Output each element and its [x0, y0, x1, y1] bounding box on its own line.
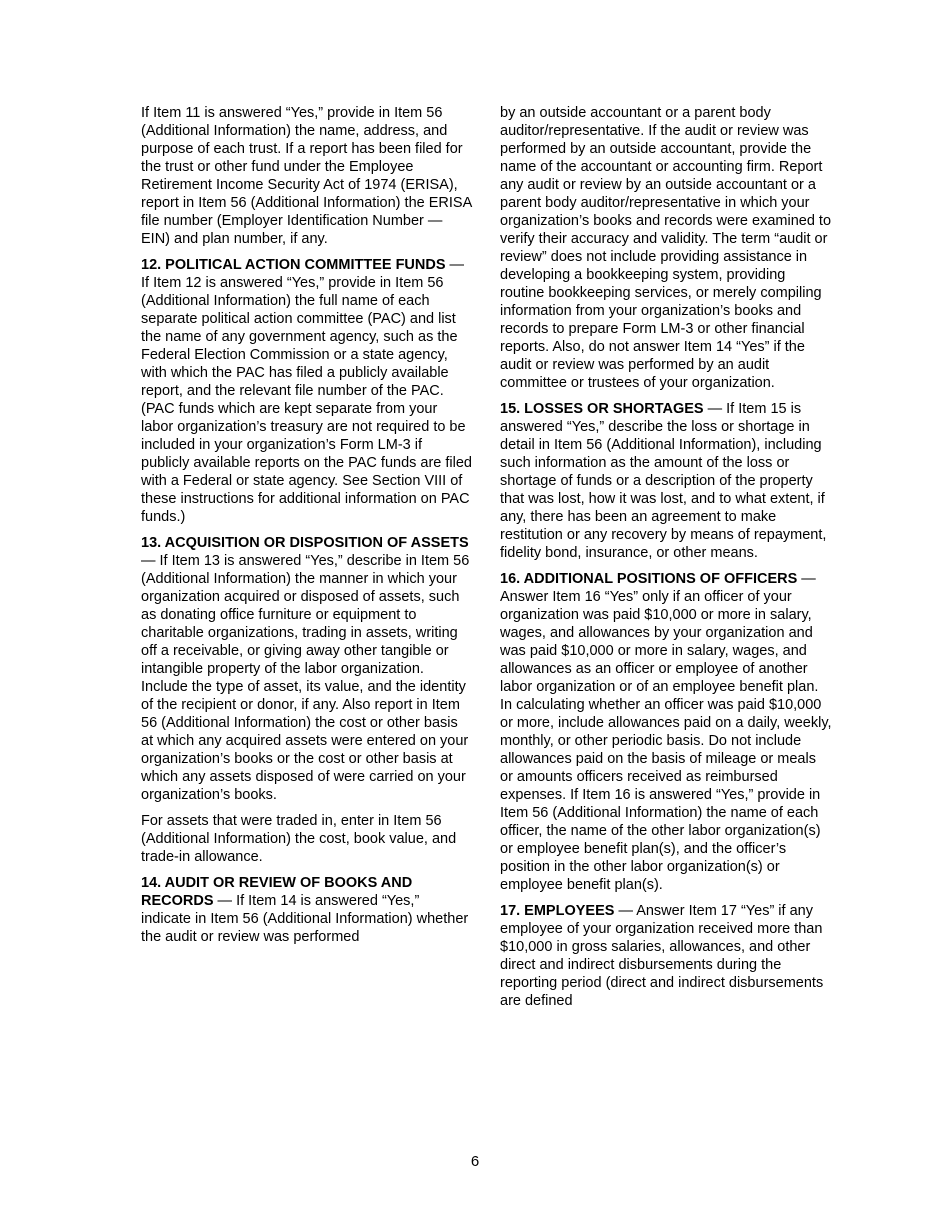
item16-paragraph: [500, 570, 832, 894]
item15-heading: 15. LOSSES OR SHORTAGES: [500, 401, 704, 417]
item12-heading: 12. POLITICAL ACTION COMMITTEE FUNDS: [141, 257, 446, 273]
item17-heading: 17. EMPLOYEES: [500, 903, 615, 919]
item14-heading: 14. AUDIT OR REVIEW OF BOOKS AND RECORDS: [141, 875, 413, 909]
item11-continuation: If Item 11 is answered “Yes,” provide in Item 56 (Additional Information) the name, address, and purpose of each trust. If a report has been filed for the trust or other fund under the Employee Retirement Income Security Act of 1974 (ERISA), report in Item 56 (Additional Information) the ERISA file number (Employer Identification Number — EIN) and plan number, if any.: [141, 105, 472, 247]
item13-heading: 13. ACQUISITION OR DISPOSITION OF ASSETS: [141, 535, 469, 551]
item12-paragraph: [141, 256, 473, 526]
item13-body: — If Item 13 is answered “Yes,” describe in Item 56 (Additional Information) the manner in which your organization acquired or disposed of assets, such as donating office furniture or equipment to charitable organizations, trading in assets, writing off a receivable, or giving away other tangible or intangible property of the labor organization. Include the type of asset, its value, and the identity of the recipient or donor, if any. Also report in Item 56 (Additional Information) the cost or other basis at which any acquired assets were entered on your organization’s books or the cost or other basis at which any assets disposed of were carried on your organization’s books.: [141, 553, 470, 803]
item13-paragraph: [141, 534, 473, 804]
item15-paragraph: [500, 400, 832, 562]
item16-body: — Answer Item 16 “Yes” only if an officer of your organization was paid $10,000 or more in salary, wages, and allowances by your organization and was paid $10,000 or more in salary, wages, and allowances as an officer or employee of another labor organization or of an employee benefit plan. In calculating whether an officer was paid $10,000 or more, include allowances paid on a daily, weekly, monthly, or other periodic basis. Do not include allowances paid on the basis of mileage or meals or amounts officers received as reimbursed expenses. If Item 16 is answered “Yes,” provide in Item 56 (Additional Information) the name of each officer, the name of the other labor organization(s) or employee benefit plan(s), and the officer’s position in the other labor organization(s) or employee benefit plan(s).: [500, 571, 832, 893]
item14-body: — If Item 14 is answered “Yes,” indicate in Item 56 (Additional Information) whether the audit or review was performed: [141, 893, 469, 945]
item12-body: — If Item 12 is answered “Yes,” provide in Item 56 (Additional Information) the full name of each separate political action committee (PAC) and list the name of any government agency, such as the Federal Election Commission or a state agency, with which the PAC has filed a publicly available report, and the relevant file number of the PAC. (PAC funds which are kept separate from your labor organization’s treasury are not required to be included in your organization’s Form LM-3 if publicly available reports on the PAC funds are filed with a Federal or state agency. See Section VIII of these instructions for additional information on PAC funds.): [141, 257, 473, 525]
item14-paragraph: [141, 874, 473, 946]
item13-extra-paragraph: For assets that were traded in, enter in Item 56 (Additional Information) the cost, book value, and trade-in allowance.: [141, 813, 457, 865]
item17-paragraph: [500, 902, 832, 1010]
item15-body: — If Item 15 is answered “Yes,” describe the loss or shortage in detail in Item 56 (Additional Information), including such information as the amount of the loss or shortage of funds or a description of the property that was lost, how it was lost, and to what extent, if any, there has been an agreement to make restitution or any recovery by means of repayment, fidelity bond, insurance, or other means.: [500, 401, 827, 561]
left-column: [141, 104, 473, 954]
item16-heading: 16. ADDITIONAL POSITIONS OF OFFICERS: [500, 571, 798, 587]
page-number: 6: [470, 1153, 480, 1170]
item17-body: — Answer Item 17 “Yes” if any employee of your organization received more than $10,000 in gross salaries, allowances, and other direct and indirect disbursements during the reporting period (direct and indirect disbursements are defined: [500, 903, 824, 1009]
item14-continuation: by an outside accountant or a parent body auditor/representative. If the audit or review was performed by an outside accountant, provide the name of the accountant or accounting firm. Report any audit or review by an outside accountant or a parent body auditor/representative in which your organization’s books and records were examined to verify their accuracy and validity. The term “audit or review” does not include providing assistance in developing a bookkeeping system, providing routine bookkeeping services, or merely compiling information from your organization’s books and records to prepare Form LM-3 or other financial reports. Also, do not answer Item 14 “Yes” if the audit or review was performed by an audit committee or trustees of your organization.: [500, 105, 832, 391]
right-column: [500, 104, 832, 1018]
